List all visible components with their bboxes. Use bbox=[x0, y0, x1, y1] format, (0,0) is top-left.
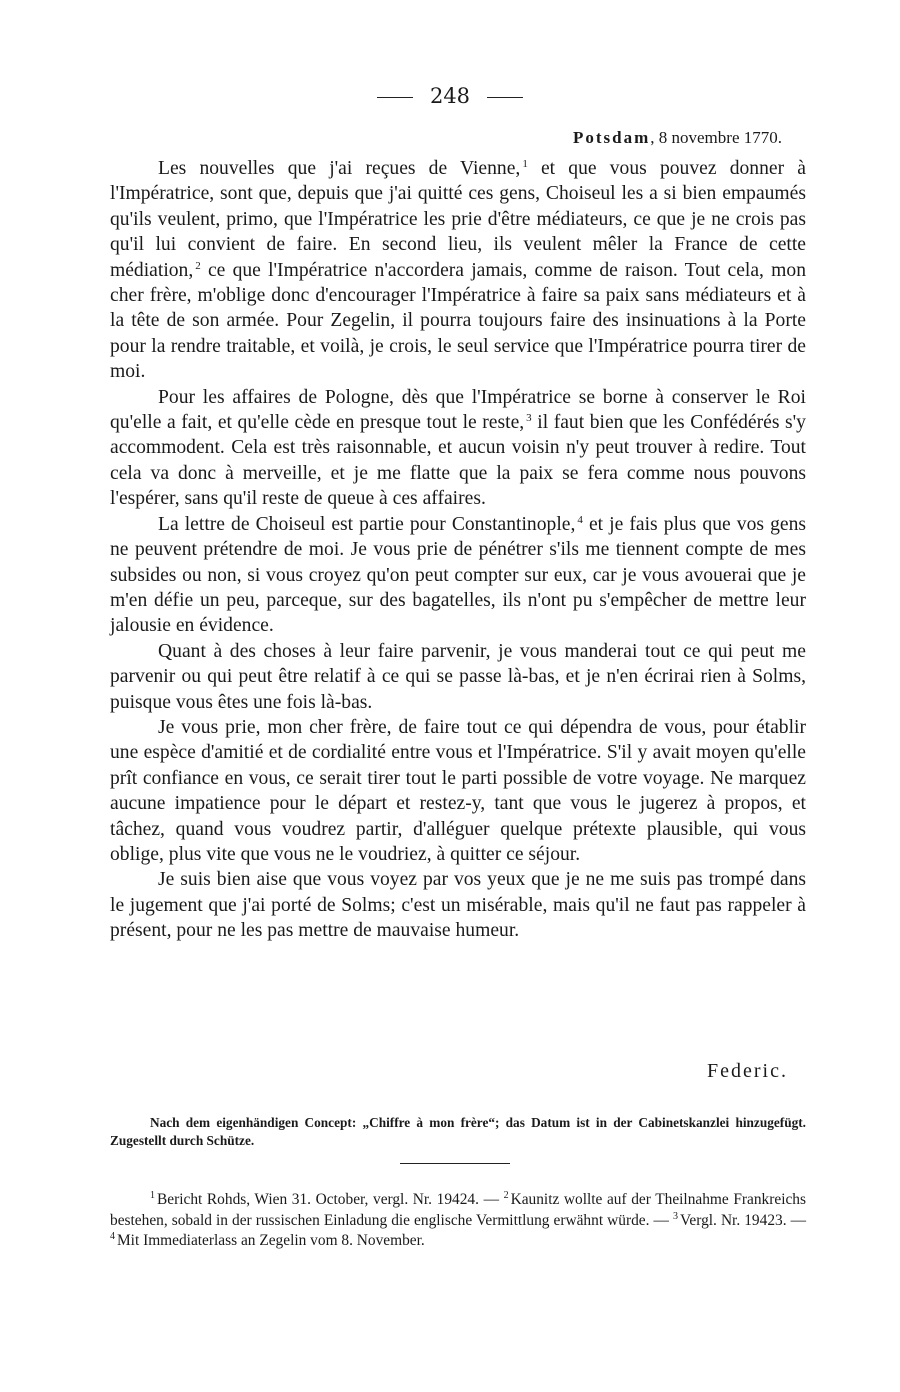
footnote-number: 2 bbox=[503, 1190, 509, 1201]
page-number: 248 bbox=[429, 84, 471, 108]
paragraph-1: Les nouvelles que j'ai reçues de Vienne, $^1$ et que vous pouvez donner à l'Impératrice, sont que, depuis que j'ai quitté ces gens, Choiseul les a si bien empaumés qu'ils veulent, primo, que l'Impératrice les prie d'être médiateurs, ce que je ne crois pas qu'il lui convient de faire. En second lieu, ils veulent mêler la France de cette médiation, $^2$ ce que l'Impératrice n'accordera jamais, comme de raison. Tout cela, mon cher frère, m'oblige donc d'encourager l'Impératrice à faire sa paix sans médiateurs et à la tête de son armée. Pour Zegelin, il pourra toujours faire des insinuations à la Porte pour la rendre traitable, et voilà, je crois, le seul service que l'Impératrice pourra tirer de moi. bbox=[110, 158, 806, 383]
footnote-number: 4 bbox=[110, 1231, 115, 1243]
note-marker: 4 bbox=[577, 513, 583, 526]
footnote-divider bbox=[400, 1163, 510, 1164]
footnote-text: Kaunitz wollte auf der Theilnahme Frankreichs bestehen, sobald in der russischen Einladung die englische Vermittlung erwähnt würde. — bbox=[110, 1191, 806, 1229]
paragraph-3: La lettre de Choiseul est partie pour Constantinople, $^4$ et je fais plus que vos gens ne peuvent prétendre de moi. Je vous prie de pénétrer s'ils me tiennent compte de mes subsides ou non, si vous croyez qu'on peut compter sur eux, car je vous avouerai que je m'en défie un peu, parceque, sur des bagatelles, ils n'ont pu s'empêcher de mettre leur jalousie en évidence. bbox=[110, 513, 806, 637]
paragraph-6: Je suis bien aise que vous voyez par vos yeux que je ne me suis pas trompé dans le jugement que j'ai porté de Solms; c'est un misérable, mais qu'il ne faut pas rappeler à présent, pour ne les pas mettre de mauvaise humeur. bbox=[110, 869, 806, 942]
footnote-number: 3 bbox=[672, 1210, 678, 1222]
footnote-text: Mit Immediaterlass an Zegelin vom 8. November. bbox=[117, 1232, 425, 1250]
footnote-number: 1 bbox=[150, 1190, 155, 1201]
footnote-text: Vergl. Nr. 19423. — bbox=[679, 1211, 807, 1229]
dateline-place: Potsdam bbox=[572, 128, 651, 147]
paragraph-5: Je vous prie, mon cher frère, de faire tout ce qui dépendra de vous, pour établir une espèce d'amitié et de cordialité entre vous et l'Impératrice. S'il y avait moyen qu'elle prît confiance en vous, ce serait tirer tout le parti possible de votre voyage. Ne marquez aucune impatience pour le départ et restez-y, tant que vous le jugerez à propos, et tâchez, quand vous voudrez partir, d'alléguer quelque prétexte plausible, qui vous oblige, plus vite que vous ne le voudriez, à quitter ce séjour. bbox=[110, 716, 806, 865]
note-marker: 3 bbox=[526, 412, 532, 425]
dateline-date: 8 novembre 1770. bbox=[658, 128, 782, 147]
signature: Federic. bbox=[707, 1060, 788, 1082]
note-marker: 2 bbox=[195, 259, 201, 272]
footnote-text: Bericht Rohds, Wien 31. October, vergl. Nr. 19424. — bbox=[157, 1191, 499, 1208]
paragraph-4: Quant à des choses à leur faire parvenir, je vous manderai tout ce qui peut me parvenir ou qui peut être relatif à ce qui se passe là-bas, et je n'en écrirai rien à Solms, puisque vous êtes une fois là-bas. bbox=[110, 640, 806, 713]
dateline: Potsdam, 8 novembre 1770. bbox=[572, 128, 782, 147]
header-dash-left bbox=[377, 97, 413, 98]
source-note: Nach dem eigenhändigen Concept: „Chiffre à mon frère“; das Datum ist in der Cabinetskanzlei hinzugefügt. Zugestellt durch Schütze. bbox=[110, 1115, 806, 1148]
note-marker: 1 bbox=[522, 158, 528, 170]
paragraph-2: Pour les affaires de Pologne, dès que l'Impératrice se borne à conserver le Roi qu'elle a fait, et qu'elle cède en presque tout le reste, $^3$ il faut bien que les Confédérés s'y accommodent. Cela est très raisonnable, et aucun voisin n'y peut trouver à redire. Tout cela va donc à merveille, et je me flatte que la paix se fera comme nous pouvons l'espérer, sans qu'il reste de queue à ces affaires. bbox=[110, 386, 806, 510]
letter-body bbox=[110, 156, 806, 944]
footnotes bbox=[110, 1190, 806, 1252]
header-dash-right bbox=[487, 97, 523, 98]
page-header bbox=[0, 84, 900, 108]
